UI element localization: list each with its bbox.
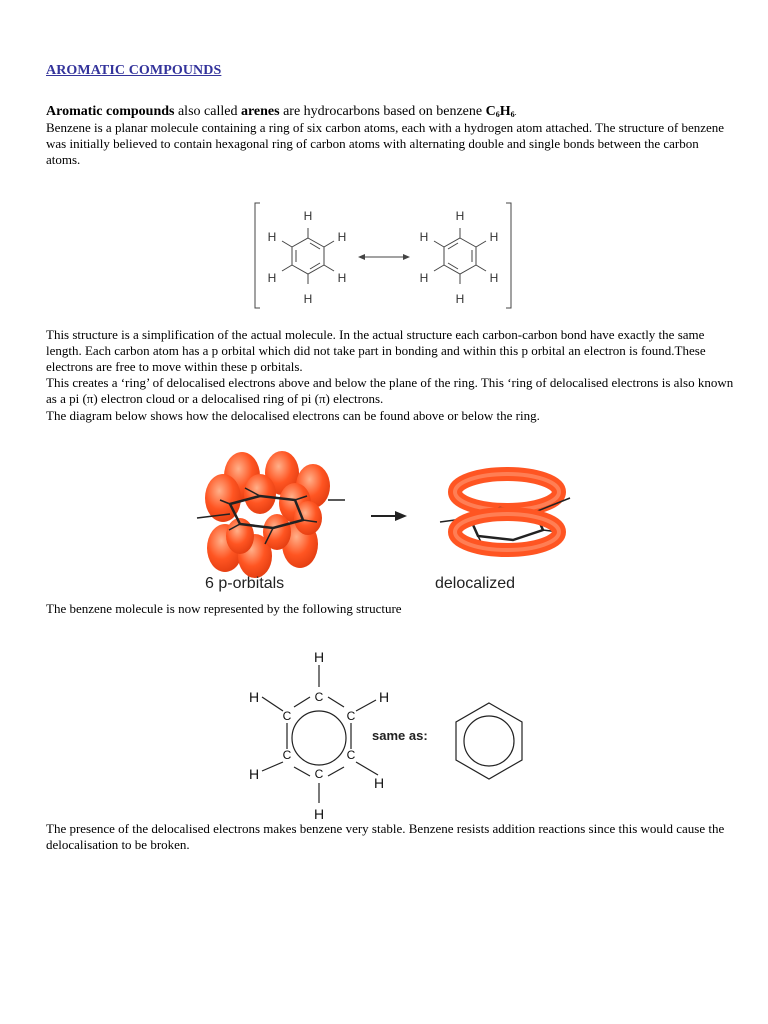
atom-h: H — [248, 689, 260, 705]
atom-h: H — [248, 766, 260, 782]
atom-c: C — [314, 690, 324, 704]
term-arenes: arenes — [240, 104, 280, 119]
atom-c: C — [314, 767, 324, 781]
atom-h: H — [455, 209, 465, 223]
same-as-label: same as: — [372, 728, 428, 743]
intro-text-1: also called — [174, 104, 241, 119]
intro-end: . — [514, 108, 517, 117]
orbitals-figure — [185, 448, 575, 596]
atom-c: C — [346, 709, 356, 723]
right-benzene-ring — [444, 238, 476, 274]
paragraph-new-representation: The benzene molecule is now represented by the following structure — [46, 601, 402, 616]
atom-h: H — [337, 230, 347, 244]
delocalized-drawing — [440, 474, 570, 550]
atom-h: H — [267, 230, 277, 244]
atom-c: C — [282, 748, 292, 762]
paragraph-delocalised-ring: This creates a ‘ring’ of delocalised electrons above and below the plane of the ring. This ‘ring of delocalised electrons is also known as a pi (π) electron cloud or a delocalised ring of pi (π) electrons. — [46, 375, 734, 406]
atom-h: H — [313, 649, 325, 665]
atom-h: H — [267, 271, 277, 285]
atom-h: H — [378, 689, 390, 705]
formula-c: C — [485, 104, 496, 119]
atom-h: H — [455, 292, 465, 306]
atom-c: C — [282, 709, 292, 723]
right-bracket — [506, 203, 511, 308]
atom-h: H — [489, 271, 499, 285]
atom-h: H — [303, 292, 313, 306]
caption-delocalized: delocalized — [435, 575, 516, 592]
page-heading: AROMATIC COMPOUNDS — [46, 63, 222, 78]
formula-c-sub: 6 — [495, 110, 500, 119]
benzene-representation-figure — [240, 645, 530, 823]
reaction-arrow — [371, 511, 407, 521]
left-benzene-ring — [292, 238, 324, 274]
intro-text-2: are hydrocarbons based on benzene — [279, 104, 486, 119]
paragraph-benzene-planar: Benzene is a planar molecule containing a ring of six carbon atoms, each with a hydrogen atom attached. The structure of benzene was initially believed to contain hexagonal ring of carbon atoms with alternating double and single bonds between the carbon atoms. — [46, 120, 725, 167]
kekule-structures-figure — [250, 200, 520, 315]
formula-h: H — [499, 104, 511, 119]
atom-h: H — [419, 230, 429, 244]
paragraph-actual-structure: This structure is a simplification of the actual molecule. In the actual structure each carbon-carbon bond have exactly the same length. Each carbon atom has a p orbital which did not take part in bonding and within this p orbital an electron is found.These electrons are free to move within these p orbitals. — [46, 327, 706, 374]
atom-h: H — [489, 230, 499, 244]
arrow-head-right — [403, 254, 410, 260]
atom-h: H — [373, 775, 385, 791]
atom-h: H — [337, 271, 347, 285]
arrow-head-left — [358, 254, 365, 260]
paragraph-stability: The presence of the delocalised electrons makes benzene very stable. Benzene resists addition reactions since this would cause the delocalisation to be broken. — [46, 821, 725, 852]
left-bracket — [255, 203, 260, 308]
atom-h: H — [303, 209, 313, 223]
atom-h: H — [419, 271, 429, 285]
simple-benzene-symbol — [456, 703, 522, 779]
atom-c: C — [346, 748, 356, 762]
formula-h-sub: 6 — [510, 110, 515, 119]
term-aromatic: Aromatic compounds — [46, 104, 175, 119]
caption-6-p-orbitals: 6 p-orbitals — [205, 575, 285, 592]
atom-h: H — [313, 806, 325, 822]
p-orbitals-drawing — [197, 451, 345, 578]
delocalised-circle — [292, 711, 346, 765]
paragraph-diagram-intro: The diagram below shows how the delocalised electrons can be found above or below the ring. — [46, 408, 540, 423]
